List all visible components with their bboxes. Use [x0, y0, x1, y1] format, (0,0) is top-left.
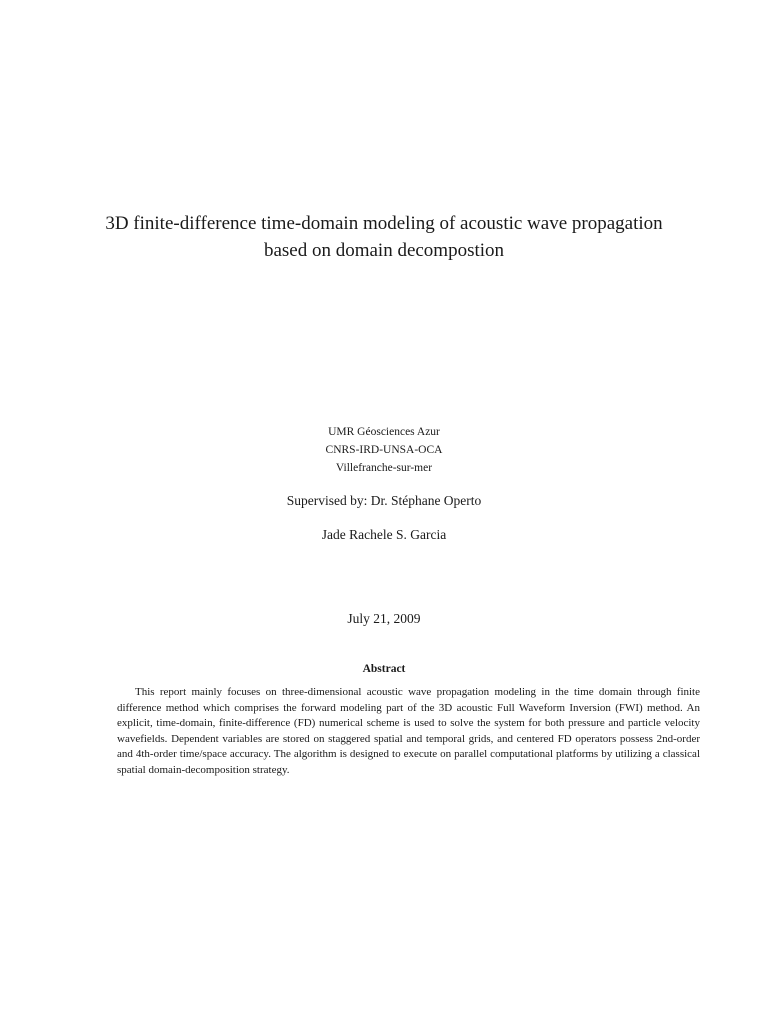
- title-line-2: based on domain decompostion: [263, 240, 505, 261]
- abstract-text: This report mainly focuses on three-dimensional acoustic wave propagation modeling in the time domain through finite difference method which comprises the forward modeling part of the 3D acoustic Full Waveform Inversion (FWI) method. An explicit, time-domain, finite-difference (FD) numerical scheme is used to solve the system for both pressure and particle velocity wavefields. Dependent variables are stored on staggered spatial and temporal grids, and centered FD operators possess 2nd-order and 4th-order time/space accuracy. The algorithm is designed to execute on parallel computational platforms by utilizing a classical spatial domain-decomposition strategy.: [117, 686, 700, 776]
- author-name: Jade Rachele S. Garcia: [321, 527, 447, 542]
- abstract-heading: Abstract: [362, 663, 406, 675]
- publication-date: July 21, 2009: [347, 611, 421, 626]
- affiliation-line-1: UMR Géosciences Azur: [328, 426, 440, 438]
- title-line-1: 3D finite-difference time-domain modeling of acoustic wave propagation: [105, 213, 663, 234]
- affiliation-line-2: CNRS-IRD-UNSA-OCA: [325, 444, 443, 456]
- affiliation: [134, 423, 634, 477]
- paper-title: [40, 210, 728, 264]
- supervisor: Supervised by: Dr. Stéphane Operto: [286, 493, 482, 508]
- affiliation-line-3: Villefranche-sur-mer: [335, 462, 433, 474]
